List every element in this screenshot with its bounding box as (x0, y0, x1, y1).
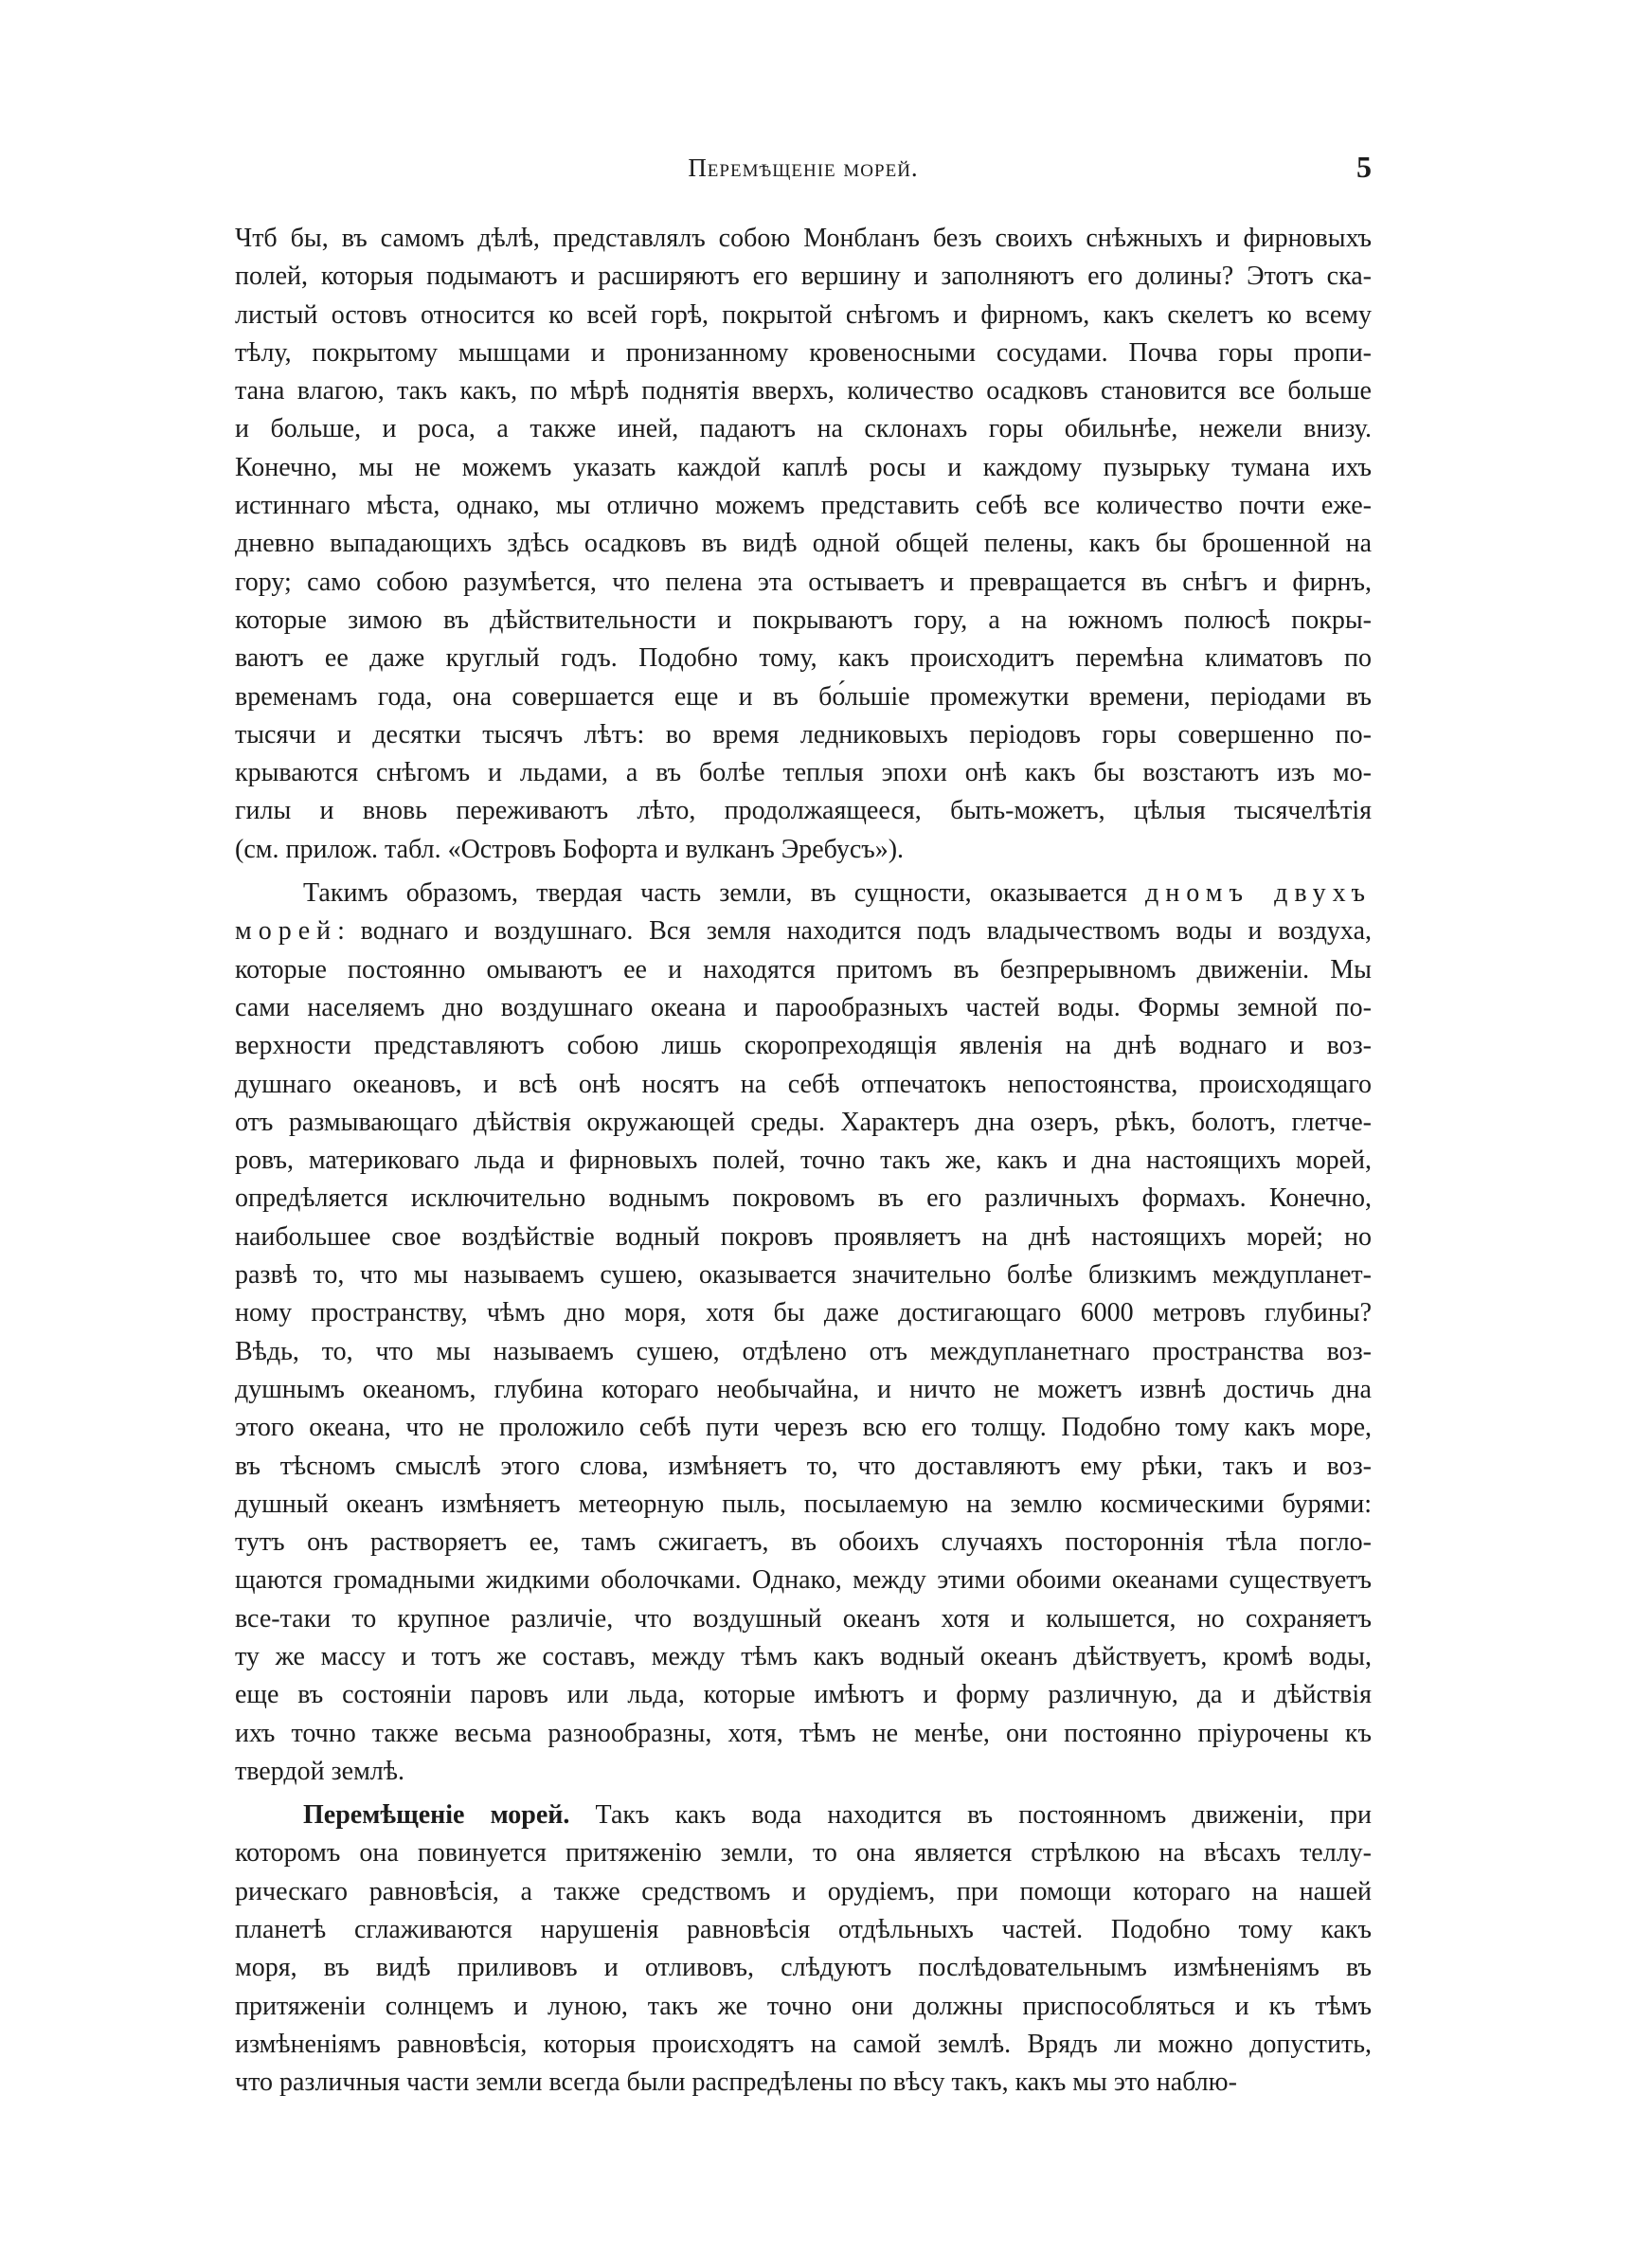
text-line (235, 2064, 1372, 2102)
text-segment: Такимъ образомъ, твердая часть земли, въ сущности, оказывается (303, 878, 1146, 909)
text-segment: ному пространству, чѣмъ дно моря, хотя бы даже достигающаго 6000 метровъ глубины? (235, 1298, 1372, 1328)
text-segment: ихъ точно также весьма разнообразны, хотя, тѣмъ не менѣе, они постоянно пріурочены къ (235, 1718, 1372, 1748)
text-segment: все-таки то крупное различіе, что воздушный океанъ хотя и колышется, но сохраняетъ (235, 1603, 1372, 1634)
text-segment: Конечно, мы не можемъ указать каждой каплѣ росы и каждому пузырьку тумана ихъ (235, 452, 1372, 482)
text-segment: дневно выпадающихъ здѣсь осадковъ въ видѣ одной общей пелены, какъ бы брошенной на (235, 529, 1372, 559)
text-line (235, 875, 1372, 912)
text-segment: крываются снѣгомъ и льдами, а въ болѣе теплыя эпохи онѣ какъ бы возстаютъ изъ мо- (235, 758, 1372, 788)
text-line (235, 912, 1372, 950)
text-segment: въ тѣсномъ смыслѣ этого слова, измѣняетъ то, что доставляютъ ему рѣки, такъ и воз- (235, 1451, 1372, 1481)
text-segment: измѣненіямъ равновѣсія, которыя происходятъ на самой землѣ. Врядъ ли можно допустить, (235, 2029, 1372, 2059)
text-segment: ваютъ ее даже круглый годъ. Подобно тому, какъ происходитъ перемѣна климатовъ по (235, 643, 1372, 674)
text-segment: душный океанъ измѣняетъ метеорную пыль, посылаемую на землю космическими бурями: (235, 1489, 1372, 1519)
running-title: Перемѣщеніе морей. (688, 153, 919, 182)
text-segment: которые постоянно омываютъ ее и находятся притомъ въ безпрерывномъ движеніи. Мы (235, 954, 1372, 984)
text-segment: еще въ состояніи паровъ или льда, которые имѣютъ и форму различную, да и дѣйствія (235, 1680, 1372, 1710)
text-line (235, 372, 1372, 410)
text-line (235, 1949, 1372, 1987)
text-line (235, 1638, 1372, 1676)
text-segment: этого океана, что не проложило себѣ пути черезъ всю его толщу. Подобно тому какъ море, (235, 1413, 1372, 1443)
page-header (235, 150, 1372, 191)
text-segment: отъ размывающаго дѣйствія окружающей среды. Характеръ дна озеръ, рѣкъ, болотъ, глетче- (235, 1107, 1372, 1137)
text-line (235, 678, 1372, 716)
text-segment: которые зимою въ дѣйствительности и покрываютъ гору, а на южномъ полюсѣ покры- (235, 605, 1372, 635)
text-segment: наибольшее свое воздѣйствіе водный покровъ проявляетъ на днѣ настоящихъ морей; но (235, 1221, 1372, 1252)
text-segment: ту же массу и тотъ же составъ, между тѣмъ какъ водный океанъ дѣйствуетъ, кромѣ воды, (235, 1641, 1372, 1671)
body-text (235, 220, 1372, 2103)
text-line (235, 1524, 1372, 1562)
text-segment: опредѣляется исключительно воднымъ покровомъ въ его различныхъ формахъ. Конечно, (235, 1183, 1372, 1214)
text-line (235, 1988, 1372, 2026)
text-segment: и больше, и роса, а также иней, падаютъ на склонахъ горы обильнѣе, нежели внизу. (235, 414, 1372, 444)
text-segment: планетѣ сглаживаются нарушенія равновѣсія отдѣльныхъ частей. Подобно тому какъ (235, 1915, 1372, 1945)
text-segment: временамъ года, она совершается еще и въ бо́льшіе промежутки времени, періодами въ (235, 681, 1372, 712)
text-line (235, 1027, 1372, 1065)
text-line (235, 1911, 1372, 1949)
section-heading: Перемѣщеніе морей. (303, 1800, 570, 1831)
text-segment: которомъ она повинуется притяженію земли, то она является стрѣлкою на вѣсахъ теллу- (235, 1838, 1372, 1869)
text-segment: душнымъ океаномъ, глубина котораго необычайна, и ничто не можетъ извнѣ достичь дна (235, 1374, 1372, 1404)
text-line (235, 1294, 1372, 1332)
text-line (235, 989, 1372, 1027)
text-segment: Вѣдь, то, что мы называемъ сушею, отдѣлено отъ междупланетнаго пространства воз- (235, 1336, 1372, 1366)
text-line (235, 1219, 1372, 1256)
text-line (235, 1797, 1372, 1834)
text-segment: что различныя части земли всегда были распредѣлены по вѣсу такъ, какъ мы это наблю- (235, 2067, 1237, 2098)
text-line (235, 334, 1372, 372)
text-segment: сами населяемъ дно воздушнаго океана и парообразныхъ частей воды. Формы земной по- (235, 992, 1372, 1022)
text-line (235, 716, 1372, 754)
paragraph (235, 875, 1372, 1791)
text-segment: Такъ какъ вода находится въ постоянномъ движеніи, при (569, 1800, 1372, 1831)
text-segment: моря, въ видѣ приливовъ и отливовъ, слѣдуютъ послѣдовательнымъ измѣненіямъ въ (235, 1953, 1372, 1983)
text-segment: листый остовъ относится ко всей горѣ, покрытой снѣгомъ и фирномъ, какъ скелетъ ко всему (235, 299, 1372, 330)
text-segment: ровъ, материковаго льда и фирновыхъ полей, точно такъ же, какъ и дна настоящихъ морей, (235, 1146, 1372, 1176)
text-segment: гору; само собою разумѣется, что пелена эта остываетъ и превращается въ снѣгъ и фирнъ, (235, 567, 1372, 597)
text-line (235, 1104, 1372, 1142)
text-line (235, 1753, 1372, 1791)
text-line (235, 1371, 1372, 1409)
text-line (235, 1256, 1372, 1294)
text-segment: тутъ онъ растворяетъ ее, тамъ сжигаетъ, въ обоихъ случаяхъ постороннія тѣла погло- (235, 1527, 1372, 1558)
emphasis-spaced: морей (235, 916, 338, 947)
text-segment: твердой землѣ. (235, 1756, 404, 1786)
text-segment: : воднаго и воздушнаго. Вся земля находится подъ владычествомъ воды и воздуха, (337, 916, 1372, 947)
text-segment: истиннаго мѣста, однако, мы отлично можемъ представить себѣ все количество почти еже- (235, 491, 1372, 521)
text-line (235, 297, 1372, 334)
text-line (235, 1562, 1372, 1599)
text-line (235, 1676, 1372, 1714)
text-segment: тысячи и десятки тысячъ лѣтъ: во время ледниковыхъ періодовъ горы совершенно по- (235, 719, 1372, 749)
text-line (235, 487, 1372, 525)
text-line (235, 564, 1372, 602)
text-line (235, 258, 1372, 296)
text-segment: притяженіи солнцемъ и луною, такъ же точно они должны приспособляться и къ тѣмъ (235, 1991, 1372, 2021)
page-number: 5 (1356, 150, 1372, 184)
text-segment: тана влагою, такъ какъ, по мѣрѣ поднятія вверхъ, количество осадковъ становится все больше (235, 376, 1372, 406)
text-line (235, 640, 1372, 677)
text-segment: щаются громадными жидкими оболочками. Однако, между этими обоими океанами существуетъ (235, 1565, 1372, 1596)
text-line (235, 1142, 1372, 1180)
text-segment: гилы и вновь переживаютъ лѣто, продолжаящееся, быть-можетъ, цѣлыя тысячелѣтія (235, 796, 1372, 826)
text-line (235, 1834, 1372, 1872)
text-line (235, 1486, 1372, 1524)
text-segment: тѣлу, покрытому мышцами и пронизанному кровеносными сосудами. Почва горы пропи- (235, 337, 1372, 368)
paragraph (235, 1797, 1372, 2102)
text-line (235, 754, 1372, 792)
emphasis-spaced: дномъ двухъ (1145, 878, 1372, 909)
text-line (235, 602, 1372, 640)
text-line (235, 1066, 1372, 1104)
paragraph (235, 220, 1372, 869)
text-segment: верхности представляютъ собою лишь скоропреходящія явленія на днѣ воднаго и воз- (235, 1031, 1372, 1061)
text-line (235, 449, 1372, 487)
text-line (235, 2026, 1372, 2064)
text-line (235, 525, 1372, 563)
text-line (235, 220, 1372, 258)
text-segment: полей, которыя подымаютъ и расширяютъ его вершину и заполняютъ его долины? Этотъ ска- (235, 262, 1372, 292)
text-line (235, 1873, 1372, 1911)
text-segment: (см. прилож. табл. «Островъ Бофорта и вулканъ Эребусъ»). (235, 834, 905, 864)
text-segment: душнаго океановъ, и всѣ онѣ носятъ на себѣ отпечатокъ непостоянства, происходящаго (235, 1069, 1372, 1099)
text-line (235, 1600, 1372, 1638)
text-line (235, 951, 1372, 989)
text-segment: рическаго равновѣсія, а также средствомъ и орудіемъ, при помощи котораго на нашей (235, 1876, 1372, 1906)
text-line (235, 410, 1372, 448)
text-line (235, 1715, 1372, 1753)
text-line (235, 792, 1372, 830)
text-segment: развѣ то, что мы называемъ сушею, оказывается значительно болѣе близкимъ междупланет- (235, 1260, 1372, 1291)
text-line (235, 1333, 1372, 1371)
text-line (235, 1409, 1372, 1447)
text-line (235, 1180, 1372, 1218)
text-line (235, 1448, 1372, 1486)
text-segment: Чтб бы, въ самомъ дѣлѣ, представлялъ собою Монбланъ безъ своихъ снѣжныхъ и фирновыхъ (235, 224, 1372, 253)
text-line (235, 831, 1372, 869)
